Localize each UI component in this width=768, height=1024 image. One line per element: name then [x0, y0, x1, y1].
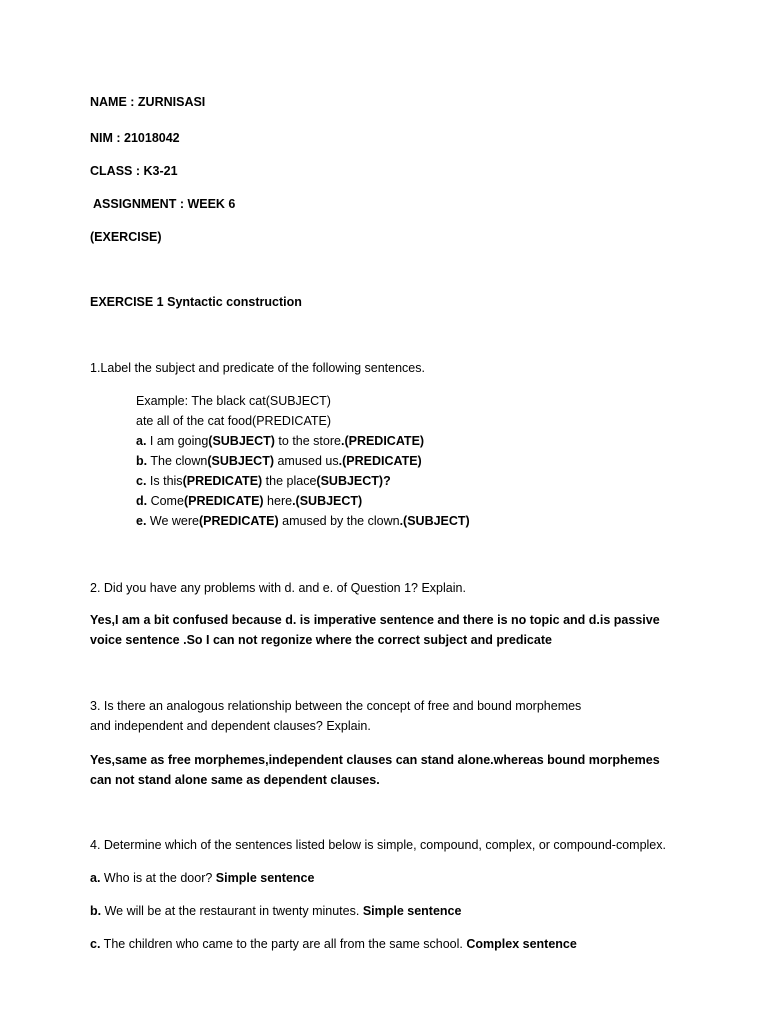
q1-item-d	[136, 493, 362, 509]
item-text: The children who came to the party are all from the same school.	[100, 937, 467, 951]
item-answer: Simple sentence	[362, 904, 462, 918]
item-tag: .(PREDICATE)	[338, 454, 422, 468]
item-letter: d.	[136, 494, 148, 508]
q1-example-line2: ate all of the cat food(PREDICATE)	[136, 414, 331, 428]
item-tag: .(SUBJECT)	[292, 494, 363, 508]
item-tag: (PREDICATE)	[183, 494, 264, 508]
item-text: We were	[146, 514, 200, 528]
q1-item-a	[136, 433, 424, 449]
q1-item-b	[136, 453, 422, 469]
item-text: the place	[262, 474, 317, 488]
item-letter: a.	[90, 871, 101, 885]
exercise-title: EXERCISE 1 Syntactic construction	[90, 295, 302, 309]
item-letter: c.	[90, 937, 101, 951]
item-tag: (SUBJECT)	[207, 454, 274, 468]
item-tag: (PREDICATE)	[199, 514, 279, 528]
answer-3: Yes,same as free morphemes,independent clauses can stand alone.whereas bound morphemes can not stand alone same as dependent clauses.	[90, 753, 660, 787]
student-nim: NIM : 21018042	[90, 131, 180, 145]
item-text: Is this	[146, 474, 183, 488]
item-text: The clown	[147, 454, 208, 468]
item-letter: e.	[136, 514, 147, 528]
item-tag: .(PREDICATE)	[340, 434, 425, 448]
item-tag: (SUBJECT)	[208, 434, 275, 448]
item-text: to the store	[274, 434, 341, 448]
exercise-label: (EXERCISE)	[90, 230, 162, 244]
item-answer: Complex sentence	[466, 937, 577, 951]
question-1: 1.Label the subject and predicate of the following sentences.	[90, 361, 425, 375]
item-tag: (PREDICATE)	[182, 474, 263, 488]
assignment-label: ASSIGNMENT : WEEK 6	[90, 197, 236, 211]
q4-item-b	[90, 903, 461, 919]
question-4: 4. Determine which of the sentences listed below is simple, compound, complex, or compound-complex.	[90, 838, 666, 852]
item-text: Come	[147, 494, 184, 508]
q4-item-a	[90, 870, 314, 886]
item-answer: Simple sentence	[215, 871, 315, 885]
answer-2: Yes,I am a bit confused because d. is imperative sentence and there is no topic and d.is passive voice sentence .So I can not regonize where the correct subject and predicate	[90, 613, 660, 647]
q1-example-line1: Example: The black cat(SUBJECT)	[136, 394, 331, 408]
item-tag: (SUBJECT)?	[316, 474, 391, 488]
item-text: We will be at the restaurant in twenty minutes.	[101, 904, 363, 918]
question-3-line2: and independent and dependent clauses? Explain.	[90, 719, 371, 733]
item-letter: b.	[90, 904, 102, 918]
item-tag: .(SUBJECT)	[399, 514, 470, 528]
q1-item-c	[136, 473, 391, 489]
item-text: Who is at the door?	[100, 871, 216, 885]
question-3-line1: 3. Is there an analogous relationship between the concept of free and bound morphemes	[90, 699, 582, 713]
item-letter: a.	[136, 434, 147, 448]
item-text: amused by the clown	[278, 514, 400, 528]
item-letter: c.	[136, 474, 147, 488]
question-2: 2. Did you have any problems with d. and e. of Question 1? Explain.	[90, 581, 466, 595]
item-text: here	[263, 494, 293, 508]
student-class: CLASS : K3-21	[90, 164, 178, 178]
item-letter: b.	[136, 454, 148, 468]
item-text: amused us	[274, 454, 339, 468]
item-text: I am going	[146, 434, 209, 448]
q4-item-c	[90, 936, 577, 952]
student-name: NAME : ZURNISASI	[90, 95, 206, 109]
q1-item-e	[136, 513, 470, 529]
